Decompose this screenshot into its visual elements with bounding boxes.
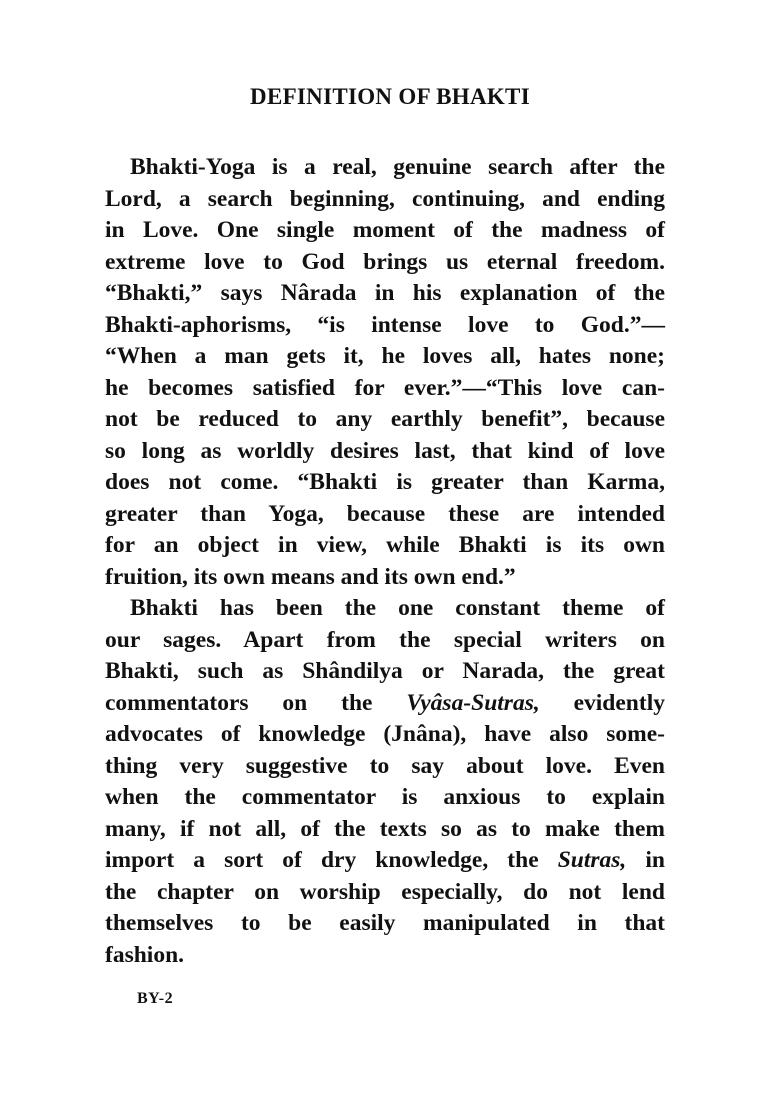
text-line [105,688,665,720]
text-line: so long as worldly desires last, that kind of love [105,437,665,464]
text-line: Bhakti, such as Shândilya or Narada, the great [105,658,665,684]
text-line: fashion. [105,941,185,968]
text-line: in Love. One single moment of the madness of [105,217,665,243]
text-line: Bhakti-aphorisms, “is intense love to God.”— [105,311,665,338]
text-line: for an object in view, while Bhakti is its own [105,532,665,558]
text-line: extreme love to God brings us eternal freedom. [105,248,665,275]
text-line: themselves to be easily manipulated in that [105,910,665,936]
text-segment: commentators on the [105,689,407,716]
text-line: not be reduced to any earthly benefit”, because [105,406,665,432]
text-line: many, if not all, of the texts so as to make them [105,815,665,842]
text-line: the chapter on worship especially, do not lend [105,878,665,905]
text-line: Bhakti-Yoga is a real, genuine search after the [130,154,665,180]
text-line: Bhakti has been the one constant theme of [130,595,665,621]
text-segment: in [626,847,665,873]
text-line: he becomes satisfied for ever.”—“This love can- [105,374,665,401]
text-line: does not come. “Bhakti is greater than Karma, [105,469,665,495]
text-line: our sages. Apart from the special writers on [105,626,665,653]
text-line: “Bhakti,” says Nârada in his explanation of the [105,280,665,306]
body-text [105,152,665,971]
italic-title: Sutras, [557,847,627,873]
italic-title: Vyâsa-Sutras, [406,689,540,716]
text-line: thing very suggestive to say about love. Even [105,752,665,779]
text-line: Lord, a search beginning, continuing, and ending [105,185,665,212]
text-line: greater than Yoga, because these are intended [105,500,665,527]
text-line: when the commentator is anxious to explain [105,784,665,810]
text-line: advocates of knowledge (Jnâna), have also some- [105,721,665,747]
chapter-title: DEFINITION OF BHAKTI [250,84,530,109]
text-segment: import a sort of dry knowledge, the [105,847,558,873]
paragraph [105,593,665,971]
paragraph [105,152,665,593]
text-segment: evidently [539,689,665,716]
text-line [105,845,665,877]
signature-mark: BY-2 [137,990,174,1007]
text-line: fruition, its own means and its own end.” [105,563,516,590]
text-line: “When a man gets it, he loves all, hates none; [105,343,665,369]
